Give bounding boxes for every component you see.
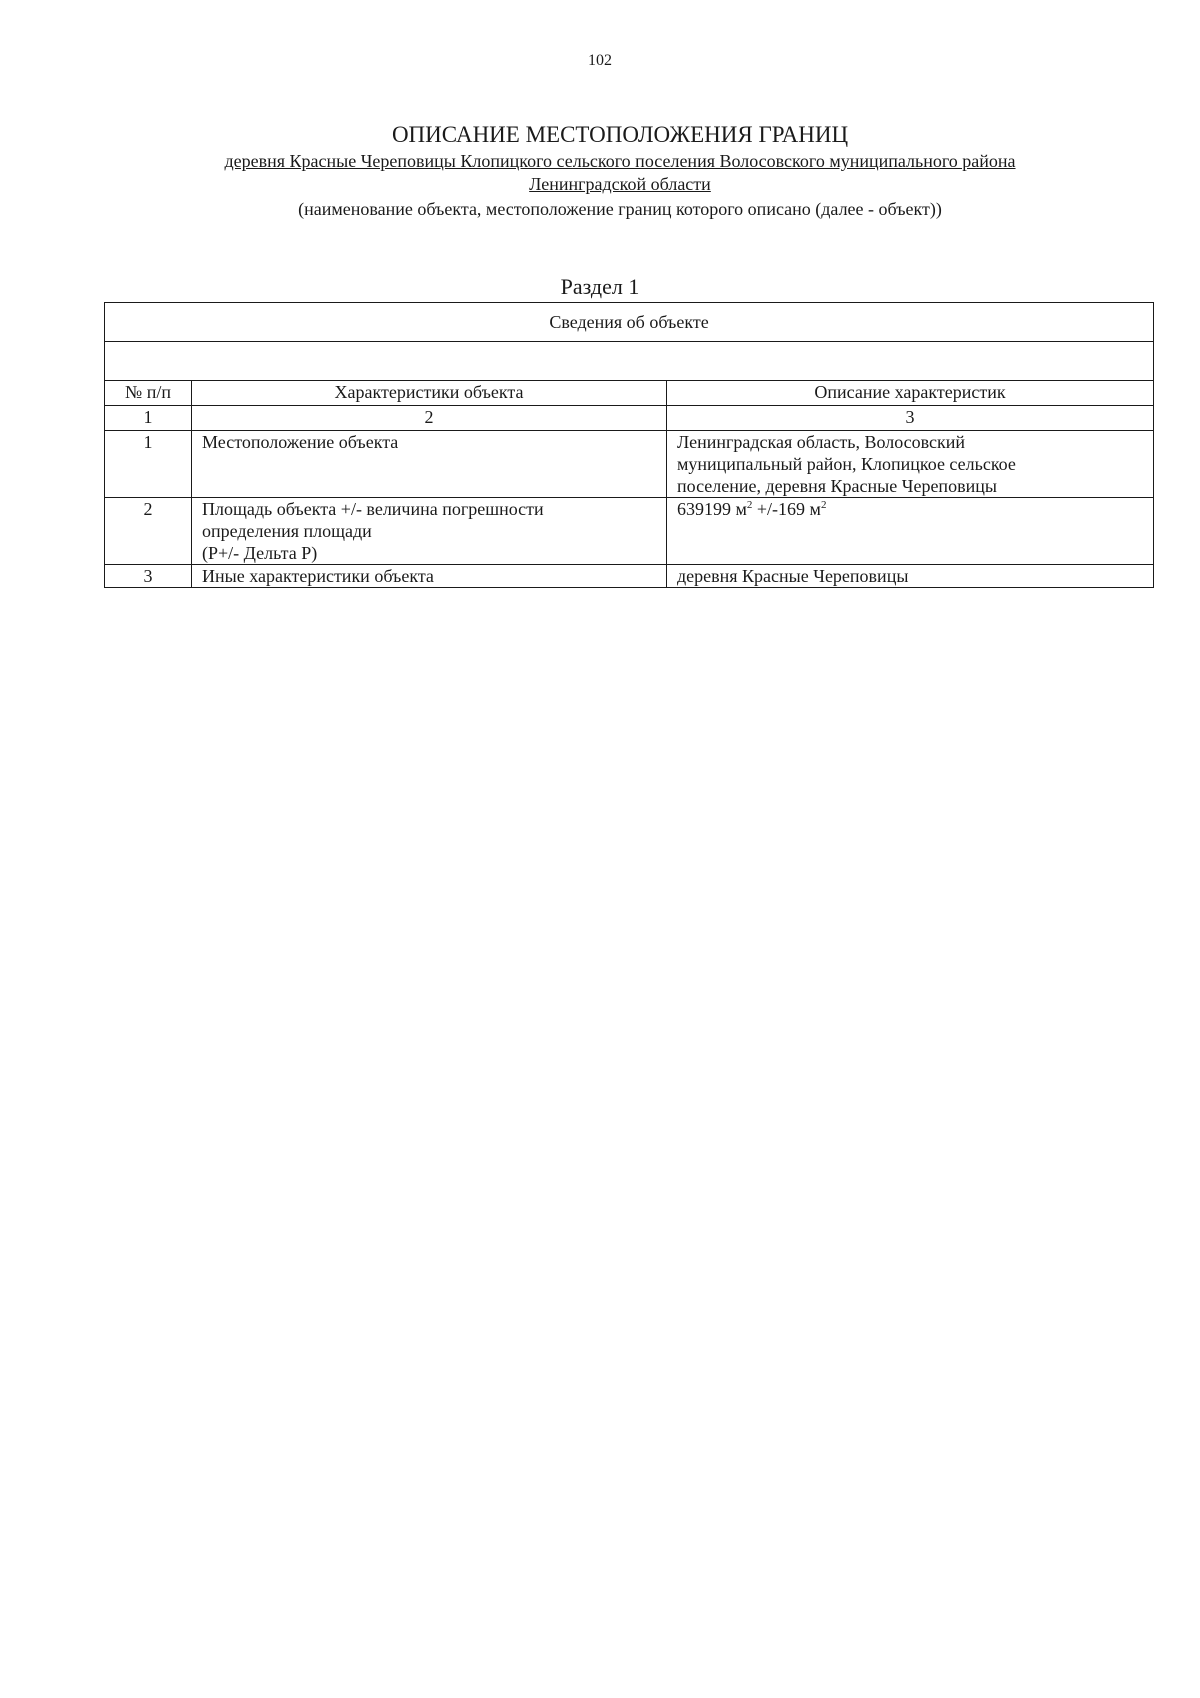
table-caption-row <box>105 303 1154 342</box>
table-row <box>105 498 1154 565</box>
blank-row <box>105 342 1154 381</box>
row-characteristic <box>192 498 667 565</box>
row-number: 2 <box>105 498 192 565</box>
characteristic-line: Площадь объекта +/- величина погрешности <box>202 499 544 519</box>
row-description <box>667 431 1154 498</box>
row-characteristic <box>192 431 667 498</box>
index-3: 3 <box>667 406 1154 431</box>
table-header-row <box>105 381 1154 406</box>
object-info-table <box>104 302 1154 588</box>
row-description <box>667 498 1154 565</box>
table-caption: Сведения об объекте <box>105 303 1154 342</box>
characteristic-line: Местоположение объекта <box>202 432 399 452</box>
header-description: Описание характеристик <box>667 381 1154 406</box>
characteristic-line: Иные характеристики объекта <box>202 566 434 586</box>
section-title: Раздел 1 <box>560 274 640 299</box>
title-block <box>150 120 1090 221</box>
area-error-exponent: 2 <box>820 499 827 511</box>
characteristic-line: (Р+/- Дельта Р) <box>202 543 318 563</box>
row-characteristic <box>192 565 667 588</box>
row-description <box>667 565 1154 588</box>
area-exponent: 2 <box>746 499 753 511</box>
object-name-line-1: деревня Красные Череповицы Клопицкого сельского поселения Волосовского муниципального района <box>224 151 1016 171</box>
document-title: ОПИСАНИЕ МЕСТОПОЛОЖЕНИЯ ГРАНИЦ <box>391 122 849 147</box>
page-number: 102 <box>588 52 612 69</box>
row-number: 1 <box>105 431 192 498</box>
description-line: муниципальный район, Клопицкое сельское <box>677 454 1016 474</box>
object-caption: (наименование объекта, местоположение границ которого описано (далее - объект)) <box>298 199 942 219</box>
area-error: +/-169 м <box>752 499 821 519</box>
table-row <box>105 565 1154 588</box>
index-2: 2 <box>192 406 667 431</box>
header-characteristic: Характеристики объекта <box>192 381 667 406</box>
description-line: деревня Красные Череповицы <box>677 566 909 586</box>
table-row <box>105 431 1154 498</box>
description-line: поселение, деревня Красные Череповицы <box>677 476 997 496</box>
column-index-row <box>105 406 1154 431</box>
header-num: № п/п <box>105 381 192 406</box>
description-line: Ленинградская область, Волосовский <box>677 432 966 452</box>
characteristic-line: определения площади <box>202 521 372 541</box>
object-name-line-2: Ленинградской области <box>529 174 711 194</box>
row-number: 3 <box>105 565 192 588</box>
blank-cell <box>105 342 1154 381</box>
area-value: 639199 м <box>677 499 747 519</box>
index-1: 1 <box>105 406 192 431</box>
